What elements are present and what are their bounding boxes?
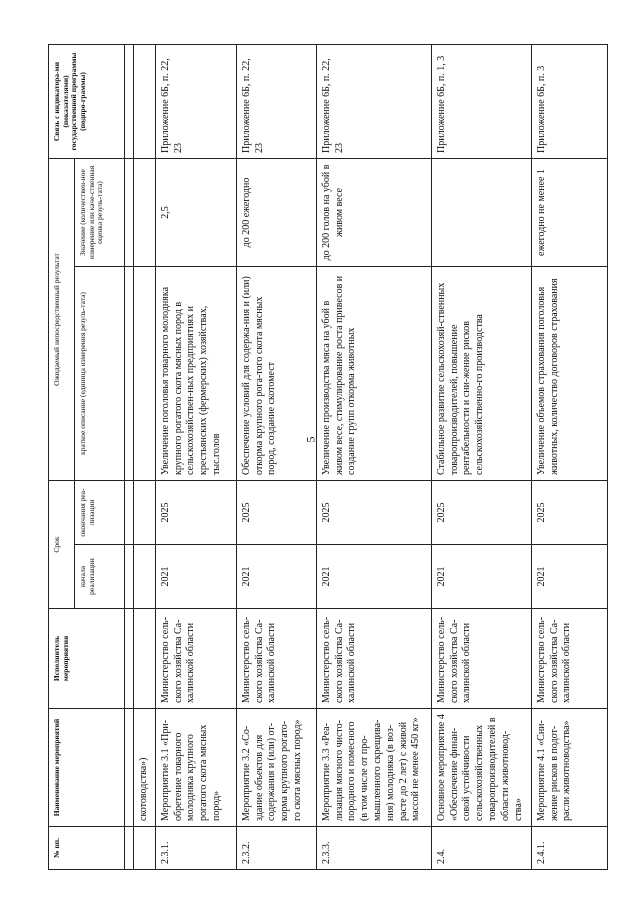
- row-name: Мероприятие 4.1 «Сни-жение рисков в подот-расли животноводства»: [531, 709, 607, 827]
- row-description: Стабильное развитие сельскохозяй-ственных товаропроизводителей, повышение рентабельности и сни-жение рисков сельскохозяйственно-го производства: [431, 267, 531, 481]
- header-result: Ожидаемый непосредственный результат: [49, 159, 75, 481]
- header-executor: Исполнитель мероприятия: [49, 609, 125, 709]
- continuation-row: [134, 45, 156, 870]
- header-term-end: окончания реа-лизации: [75, 481, 125, 545]
- row-name: Мероприятие 3.2 «Со-здание объектов для содержания и (или) от-корма крупного рогато-го скота мясных пород»: [236, 709, 316, 827]
- row-value: 2,5: [155, 159, 236, 267]
- row-value: ежегодно не менее 1: [531, 159, 607, 267]
- row-name: Мероприятие 3.3 «Реа-лизация мясного чисто-породного и помесного (в том числе от про-мышленного скрещива-ния) молодняка (в воз-расте до 2 лет) с живой массой не менее 450 кг»: [316, 709, 431, 827]
- table-row: [155, 45, 236, 870]
- row-num: 2.3.2.: [236, 827, 316, 870]
- row-link: Приложение 6Б, п. 1, 3: [431, 45, 531, 159]
- row-num: 2.4.: [431, 827, 531, 870]
- row-value: до 200 ежегодно: [236, 159, 316, 267]
- row-num: 2.3.1.: [155, 827, 236, 870]
- table-row: [236, 45, 316, 870]
- row-end: 2025: [236, 481, 316, 545]
- row-num: 2.4.1.: [531, 827, 607, 870]
- header-row-top: [49, 45, 75, 870]
- table-row: [316, 45, 431, 870]
- header-term: Срок: [49, 481, 75, 609]
- row-executor: Министерство сель-ского хозяйства Са-халинской области: [236, 609, 316, 709]
- continuation-text: скотоводства»): [134, 709, 156, 827]
- row-value: [431, 159, 531, 267]
- header-result-value: Значение (количествен-ное измерение или каче-ственная оценка резуль-тата): [75, 159, 125, 267]
- row-start: 2021: [155, 545, 236, 609]
- row-end: 2025: [431, 481, 531, 545]
- row-link: Приложение 6Б, п. 22, 23: [316, 45, 431, 159]
- table-row: [531, 45, 607, 870]
- header-name: Наименование мероприятий: [49, 709, 125, 827]
- row-description: Обеспечение условий для содержа-ния и (или) откорма крупного рога-того скота мясных пород, создание скотомест: [236, 267, 316, 481]
- header-result-desc: краткое описание (единица измерения резуль-тата): [75, 267, 125, 481]
- measures-table: [48, 44, 608, 870]
- row-executor: Министерство сель-ского хозяйства Са-халинской области: [531, 609, 607, 709]
- header-link: Связь с индикатора-ми (показателями) государственной программы (подпро-граммы): [49, 45, 125, 159]
- header-num: № пп.: [49, 827, 125, 870]
- row-executor: Министерство сель-ского хозяйства Са-халинской области: [316, 609, 431, 709]
- row-description: Увеличение поголовья товарного молодняка крупного рогатого скота мясных пород в сельскохозяйствен-ных предприятиях и крестьянских (фермерских) хозяйствах, тыс.голов: [155, 267, 236, 481]
- row-num: 2.3.3.: [316, 827, 431, 870]
- row-value: до 200 голов на убой в живом весе: [316, 159, 431, 267]
- row-executor: Министерство сель-ского хозяйства Са-халинской области: [431, 609, 531, 709]
- row-description: Увеличение производства мяса на убой в живом весе, стимулирование роста привесов и создание групп откорма животных: [316, 267, 431, 481]
- row-start: 2021: [316, 545, 431, 609]
- row-name: Мероприятие 3.1 «При-обретение товарного молодняка крупного рогатого скота мясных пород»: [155, 709, 236, 827]
- row-start: 2021: [531, 545, 607, 609]
- row-link: Приложение 6Б, п. 22, 23: [155, 45, 236, 159]
- row-end: 2025: [155, 481, 236, 545]
- row-description: Увеличение объемов страхования поголовья животных, количество договоров страхования: [531, 267, 607, 481]
- row-start: 2021: [236, 545, 316, 609]
- row-link: Приложение 6Б, п. 3: [531, 45, 607, 159]
- row-link: Приложение 6Б, п. 22, 23: [236, 45, 316, 159]
- table-row: [431, 45, 531, 870]
- row-end: 2025: [531, 481, 607, 545]
- header-term-start: начала реализации: [75, 545, 125, 609]
- row-name: Основное мероприятие 4 «Обеспечение финан-совой устойчивости сельскохозяйственных товаропроизводителей в области животновод-ства»: [431, 709, 531, 827]
- row-executor: Министерство сель-ского хозяйства Са-халинской области: [155, 609, 236, 709]
- column-number-row: [125, 45, 134, 870]
- page-number: 5: [303, 436, 318, 443]
- row-start: 2021: [431, 545, 531, 609]
- row-end: 2025: [316, 481, 431, 545]
- rotated-table-page: [48, 45, 608, 870]
